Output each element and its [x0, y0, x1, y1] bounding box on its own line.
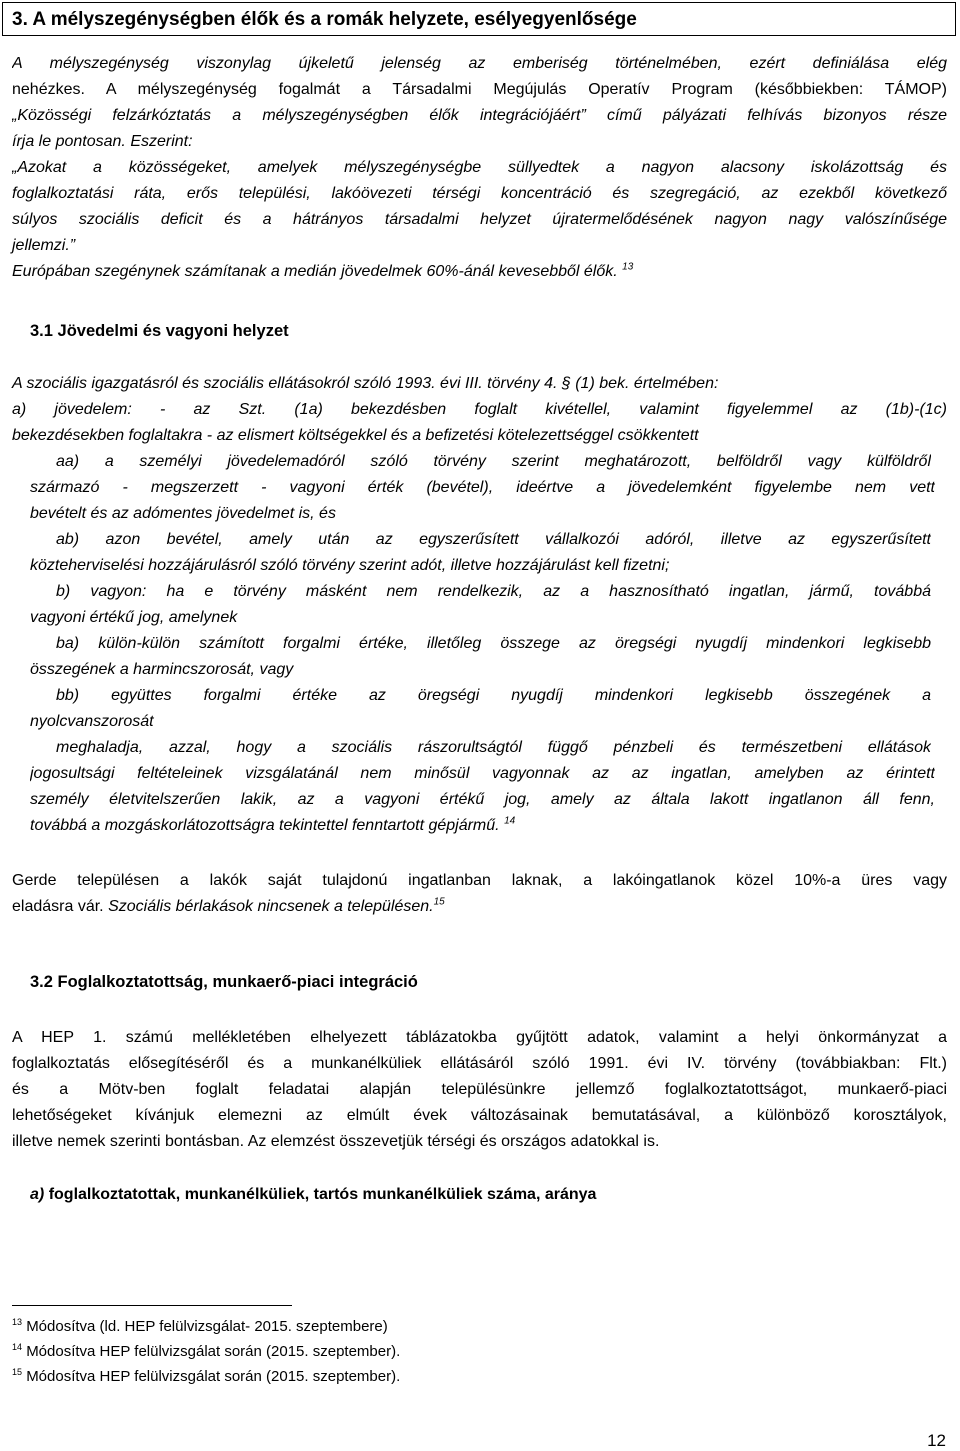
- footnote-number: 14: [12, 1342, 23, 1352]
- law-line: közteherviselési hozzájárulásról szóló törvény szerint adót, illetve hozzájárulást kell fizetni;: [30, 557, 670, 574]
- law-line: jogosultsági feltételeinek vizsgálatánál nem minősül vagyonnak az az ingatlan, amelyben az érintett: [30, 765, 935, 782]
- quote-line: jellemzi.”: [12, 237, 76, 254]
- intro-line: „Közösségi felzárkóztatás a mélyszegénységben élők integrációjáért” című pályázati felhívás bizonyos része: [12, 107, 947, 124]
- body-text: Szociális bérlakások nincsenek a településen.: [108, 898, 434, 915]
- law-line: bekezdésekben foglaltakra - az elismert költségekkel és a befizetési kötelezettséggel csökkentett: [12, 427, 699, 444]
- intro-line: [12, 260, 947, 284]
- section-heading: 3. A mélyszegénységben élők és a romák helyzete, esélyegyenlősége: [12, 9, 637, 30]
- law-line: származó - megszerzett - vagyoni érték (bevétel), ideértve a jövedelemként figyelembe nem vett: [30, 479, 935, 496]
- law-line: ba) külön-külön számított forgalmi értéke, illetőleg összege az öregségi nyugdíj mindenkori legkisebb: [56, 635, 931, 652]
- subsection-heading: [30, 1183, 960, 1207]
- law-line: összegének a harmincszorosát, vagy: [30, 661, 294, 678]
- intro-line: nehézkes. A mélyszegénység fogalmát a Társadalmi Megújulás Operatív Program (későbbiekben: TÁMOP): [12, 81, 947, 98]
- law-line: A szociális igazgatásról és szociális ellátásokról szóló 1993. évi III. törvény 4. § (1) bek. értelmében:: [12, 375, 719, 392]
- law-line: vagyoni értékű jog, amelynek: [30, 609, 238, 626]
- body-line: Gerde településen a lakók saját tulajdonú ingatlanban laknak, a lakóingatlanok közel 10%-a üres vagy: [12, 872, 947, 889]
- law-line: aa) a személyi jövedelemadóról szóló törvény szerint meghatározott, belföldről vagy külföldről: [56, 453, 931, 470]
- footnote-ref: 15: [433, 896, 445, 908]
- footnote-number: 13: [12, 1317, 23, 1327]
- subsection-marker: a): [30, 1186, 45, 1203]
- body-line: A HEP 1. számú mellékletében elhelyezett táblázatokba gyűjtött adatok, valamint a helyi önkormányzat a: [12, 1029, 947, 1046]
- section-title: 3.1 Jövedelmi és vagyoni helyzet: [30, 322, 289, 340]
- law-line: bevételt és az adómentes jövedelmet is, és: [30, 505, 336, 522]
- quote-line: „Azokat a közösségeket, amelyek mélyszegénységbe süllyedtek a nagyon alacsony iskolázottság és: [12, 159, 947, 176]
- body-text: eladásra vár.: [12, 898, 104, 915]
- body-line: illetve nemek szerinti bontásban. Az elemzést összevetjük térségi és országos adatokkal is.: [12, 1133, 660, 1150]
- intro-text: Európában szegénynek számítanak a medián jövedelmek 60%-ánál kevesebből élők.: [12, 263, 618, 280]
- law-line: [30, 814, 935, 838]
- footnote-separator: [12, 1305, 292, 1306]
- page-number: 12: [927, 1431, 946, 1450]
- quote-line: foglalkoztatási ráta, erős települési, lakóövezeti térségi koncentráció és szegregáció, az ezekből következő: [12, 185, 947, 202]
- footnote-ref: 14: [504, 815, 516, 827]
- footnote-text: Módosítva HEP felülvizsgálat során (2015. szeptember).: [26, 1368, 401, 1385]
- body-line: [12, 895, 947, 919]
- law-line: a) jövedelem: - az Szt. (1a) bekezdésben foglalt kivétellel, valamint figyelemmel az (1b)-(1c): [12, 401, 947, 418]
- body-line: lehetőségeket kívánjuk elemezni az elmúlt évek változásainak bemutatásával, a különböző korosztályok,: [12, 1107, 947, 1124]
- intro-text: Eszerint:: [130, 133, 193, 150]
- body-line: és a Mötv-ben foglalt feladatai alapján településünkre jellemző foglalkoztatottságot, munkaerő-piaci: [12, 1081, 947, 1098]
- footnote-number: 15: [12, 1367, 23, 1377]
- law-line: b) vagyon: ha e törvény másként nem rendelkezik, az a hasznosítható ingatlan, jármű, továbbá: [56, 583, 931, 600]
- section-title: 3.2 Foglalkoztatottság, munkaerő-piaci integráció: [30, 973, 418, 991]
- quote-line: súlyos szociális deficit és a hátrányos társadalmi helyzet újratermelődésének nagyon nagy valószínűsége: [12, 211, 947, 228]
- footnote: [12, 1318, 388, 1335]
- footnote: [12, 1368, 400, 1385]
- law-line: személy életvitelszerűen lakik, az a vagyoni értékű jog, amely az általa lakott ingatlanon áll fenn,: [30, 791, 935, 808]
- intro-line: [12, 130, 947, 154]
- law-line: meghaladja, azzal, hogy a szociális rászorultságtól függő pénzbeli és természetbeni ellátások: [56, 739, 931, 756]
- law-text: továbbá a mozgáskorlátozottságra tekintettel fenntartott gépjármű.: [30, 817, 500, 834]
- footnote-text: Módosítva (ld. HEP felülvizsgálat- 2015. szeptembere): [26, 1318, 388, 1335]
- intro-text: írja le pontosan.: [12, 133, 126, 150]
- heading-box: [2, 2, 956, 36]
- subsection-text: foglalkoztatottak, munkanélküliek, tartós munkanélküliek száma, aránya: [48, 1186, 597, 1203]
- footnote: [12, 1343, 400, 1360]
- body-line: foglalkoztatás elősegítéséről és a munkanélküliek ellátásáról szóló 1991. évi IV. törvény (továbbiakban: Flt.): [12, 1055, 947, 1072]
- law-line: bb) együttes forgalmi értéke az öregségi nyugdíj mindenkori legkisebb összegének a: [56, 687, 931, 704]
- law-line: nyolcvanszorosát: [30, 713, 154, 730]
- intro-line: A mélyszegénység viszonylag újkeletű jelenség az emberiség történelmében, ezért definiálása elég: [12, 55, 947, 72]
- footnote-text: Módosítva HEP felülvizsgálat során (2015. szeptember).: [26, 1343, 401, 1360]
- footnote-ref: 13: [622, 261, 634, 273]
- law-line: ab) azon bevétel, amely után az egyszerűsített vállalkozói adóról, illetve az egyszerűsített: [56, 531, 931, 548]
